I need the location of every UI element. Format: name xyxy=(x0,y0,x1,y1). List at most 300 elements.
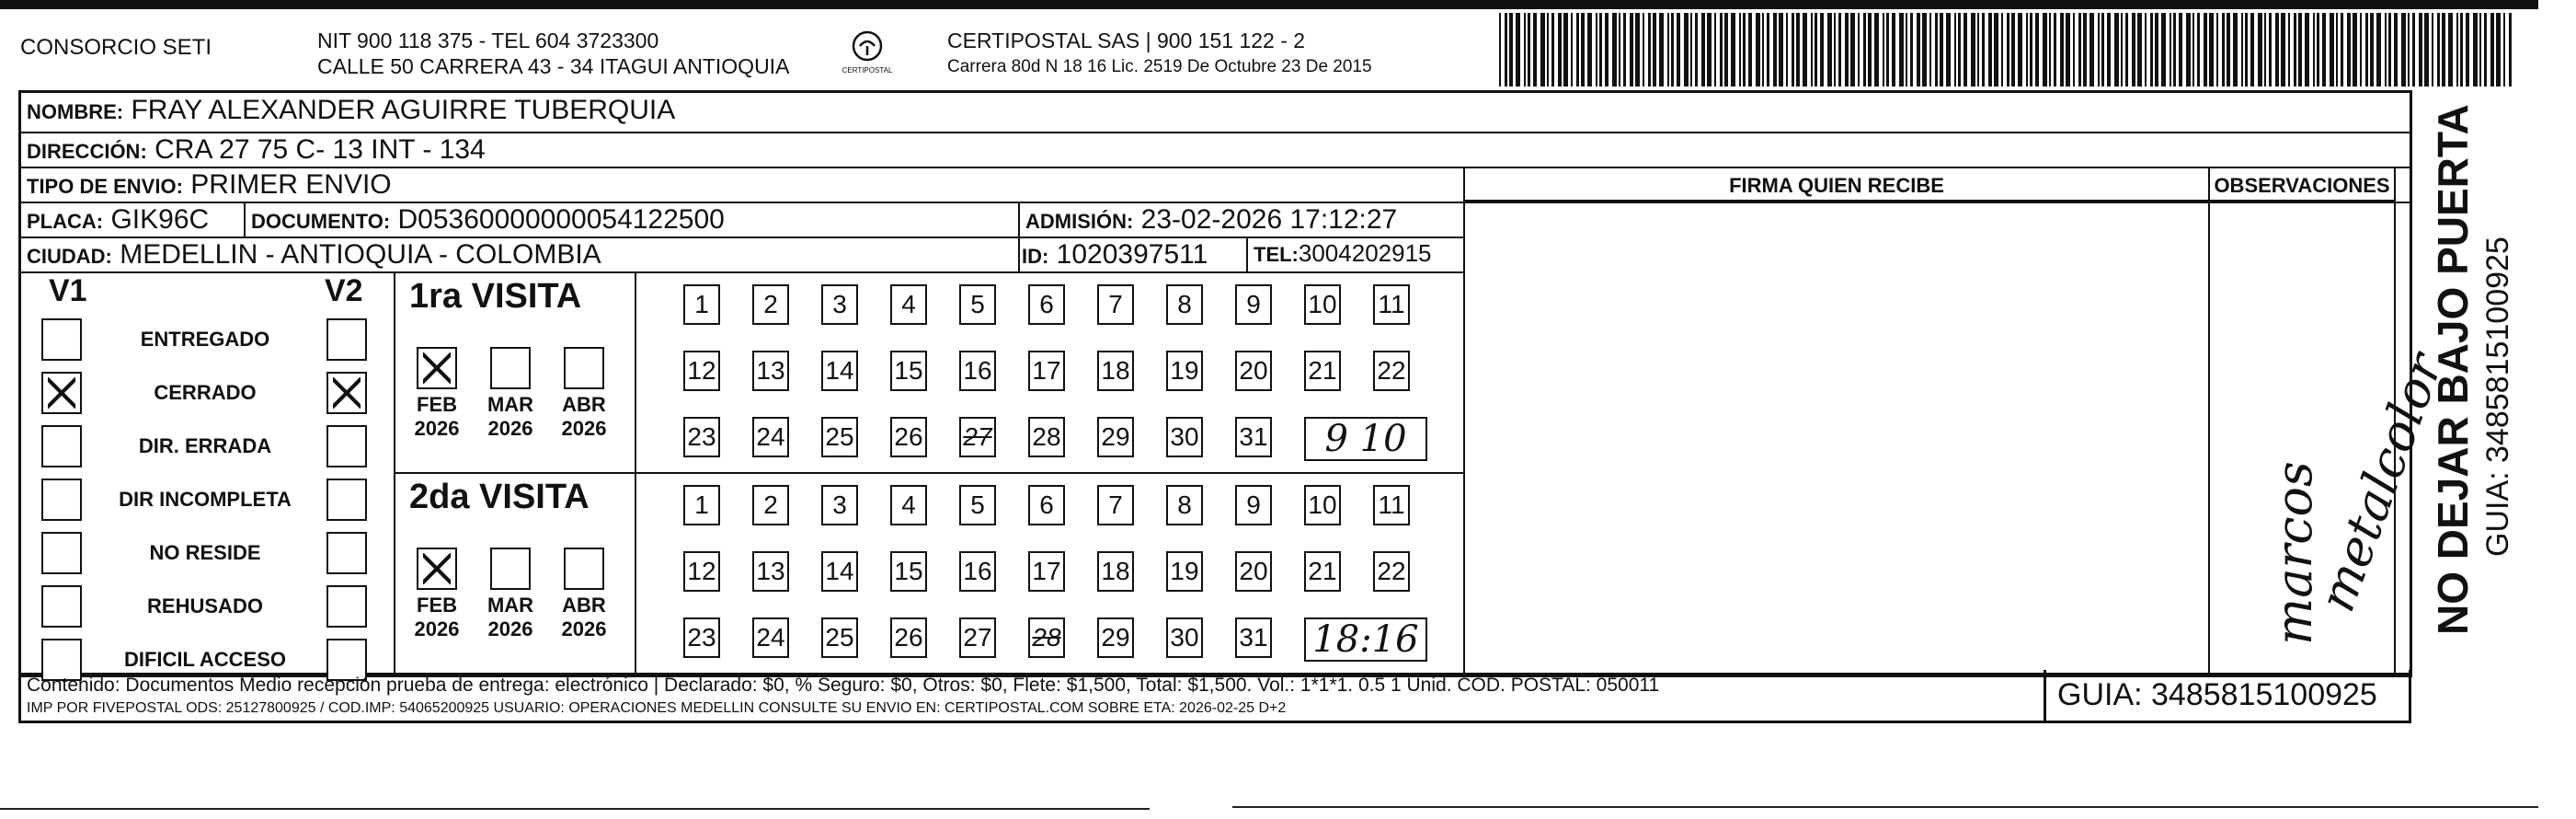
barcode-bar xyxy=(2424,13,2429,87)
day-box[interactable]: 2 xyxy=(752,284,789,325)
barcode-bar xyxy=(1659,13,1664,87)
barcode-bar xyxy=(2125,13,2128,87)
barcode-bar xyxy=(2460,13,2463,87)
month-checkbox[interactable] xyxy=(490,347,531,389)
barcode-bar xyxy=(1850,13,1855,87)
month-year: 2026 xyxy=(561,417,607,440)
barcode-bar xyxy=(1701,13,1705,87)
month-year: 2026 xyxy=(414,617,460,640)
day-box[interactable]: 22 xyxy=(1373,351,1410,391)
barcode-bar xyxy=(2305,13,2309,87)
time-box[interactable] xyxy=(1304,617,1427,662)
month-checkbox[interactable] xyxy=(490,548,531,590)
barcode-bar xyxy=(2385,13,2387,87)
month-year: 2026 xyxy=(487,617,533,640)
day-box[interactable]: 25 xyxy=(821,417,858,457)
v1-checkbox[interactable] xyxy=(41,532,82,574)
day-box[interactable]: 13 xyxy=(752,351,789,391)
v2-label: V2 xyxy=(325,273,363,308)
barcode-bar xyxy=(1563,13,1568,87)
day-box[interactable]: 23 xyxy=(683,417,720,457)
barcode-bar xyxy=(2275,13,2279,87)
status-label: ENTREGADO xyxy=(140,328,270,351)
handwritten-time: 18:16 xyxy=(1312,618,1419,661)
barcode-bar xyxy=(1820,13,1824,87)
day-box[interactable]: 9 xyxy=(1235,485,1272,525)
barcode-bar xyxy=(1499,13,1501,87)
barcode-bar xyxy=(1886,13,1889,87)
tel-value: 3004202915 xyxy=(1298,239,1432,267)
barcode-bar xyxy=(1731,13,1735,87)
day-box[interactable]: 2 xyxy=(752,485,789,525)
barcode-bar xyxy=(2479,13,2481,87)
day-box[interactable]: 5 xyxy=(959,485,996,525)
barcode-bar xyxy=(1690,13,1692,87)
barcode-bar xyxy=(2298,13,2302,87)
barcode-bar xyxy=(2170,13,2171,87)
barcode-bar xyxy=(1551,13,1554,87)
day-box[interactable]: 29 xyxy=(1097,617,1134,658)
barcode-bar xyxy=(1929,13,1931,87)
barcode-bar xyxy=(2317,13,2319,87)
day-box[interactable]: 24 xyxy=(752,417,789,457)
barcode-bar xyxy=(1796,13,1800,87)
barcode-bar xyxy=(2419,13,2422,87)
day-box[interactable]: 26 xyxy=(890,417,927,457)
bottom-line-right xyxy=(1232,806,2538,808)
barcode-bar xyxy=(1954,13,1956,87)
direccion-label: DIRECCIÓN: xyxy=(27,140,147,163)
barcode-bar xyxy=(2245,13,2248,87)
day-box[interactable]: 27 xyxy=(959,617,996,658)
month-label xyxy=(477,594,544,641)
month-label xyxy=(477,393,544,441)
barcode-bar xyxy=(1524,13,1526,87)
barcode-bar xyxy=(2330,13,2334,87)
v1-checkbox[interactable] xyxy=(41,585,82,628)
barcode-bar xyxy=(1779,13,1783,87)
barcode-bar xyxy=(1946,13,1951,87)
barcode-bar xyxy=(2322,13,2326,87)
barcode-bar xyxy=(2173,13,2176,87)
barcode-bar xyxy=(1599,13,1602,87)
barcode-bar xyxy=(2078,13,2081,87)
bottom-line-left xyxy=(0,808,1150,810)
barcode-bar xyxy=(2209,13,2214,87)
day-box[interactable]: 7 xyxy=(1097,485,1134,525)
day-box[interactable]: 21 xyxy=(1304,351,1341,391)
barcode-bar xyxy=(2353,13,2357,87)
barcode-bar xyxy=(1596,13,1597,87)
barcode-bar xyxy=(2018,13,2022,87)
barcode-bar xyxy=(2007,13,2009,87)
day-box[interactable]: 14 xyxy=(821,351,858,391)
handwritten-obs-2: metalcolor xyxy=(2307,345,2455,619)
barcode-bar xyxy=(2412,13,2415,87)
certipostal-line-1: CERTIPOSTAL SAS | 900 151 122 - 2 xyxy=(947,29,1306,52)
barcode-bar xyxy=(1516,13,1520,87)
placa-label: PLACA: xyxy=(27,210,104,233)
barcode-bar xyxy=(1748,13,1752,87)
barcode-bar xyxy=(2204,13,2207,87)
barcode-bar xyxy=(1648,13,1651,87)
v1-checkbox[interactable] xyxy=(41,479,82,521)
v1-checkbox[interactable] xyxy=(41,318,82,361)
day-box[interactable]: 10 xyxy=(1304,485,1341,525)
tipo-label: TIPO DE ENVIO: xyxy=(27,175,183,198)
barcode-bar xyxy=(2049,13,2051,87)
day-box[interactable]: 23 xyxy=(683,617,720,658)
nit-line-1: NIT 900 118 375 - TEL 604 3723300 xyxy=(317,29,659,52)
day-box[interactable]: 15 xyxy=(890,351,927,391)
barcode-bar xyxy=(1653,13,1656,87)
v2-checkbox[interactable] xyxy=(326,532,367,574)
day-box[interactable]: 27 xyxy=(959,417,996,457)
day-box[interactable]: 29 xyxy=(1097,417,1134,457)
barcode-bar xyxy=(2408,13,2410,87)
v2-checkbox[interactable] xyxy=(326,372,367,414)
barcode-bar xyxy=(1720,13,1723,87)
barcode-bar xyxy=(1762,13,1764,87)
barcode-bar xyxy=(1587,13,1592,87)
barcode-bar xyxy=(2145,13,2147,87)
barcode-bar xyxy=(1977,13,1979,87)
day-box[interactable]: 16 xyxy=(959,551,996,592)
barcode-bar xyxy=(1899,13,1904,87)
day-box[interactable]: 31 xyxy=(1235,617,1272,658)
day-box[interactable]: 12 xyxy=(683,351,720,391)
tipo-value: PRIMER ENVIO xyxy=(190,169,392,200)
barcode-bar xyxy=(2222,13,2225,87)
certipostal-line-2: Carrera 80d N 18 16 Lic. 2519 De Octubre 23 De 2015 xyxy=(947,57,1372,76)
barcode-bar xyxy=(1707,13,1712,87)
ciudad-row xyxy=(27,239,601,271)
barcode-bar xyxy=(1635,13,1640,87)
barcode-bar xyxy=(1940,13,1943,87)
day-box[interactable]: 12 xyxy=(683,551,720,592)
barcode-bar xyxy=(2137,13,2142,87)
barcode-bar xyxy=(2370,13,2374,87)
company-name: CONSORCIO SETI xyxy=(20,35,212,60)
day-box[interactable]: 8 xyxy=(1166,284,1203,325)
barcode-bar xyxy=(1863,13,1866,87)
handwritten-obs-1: marcos xyxy=(2265,461,2323,645)
barcode-bar xyxy=(2401,13,2406,87)
v1-checkbox[interactable] xyxy=(41,425,82,467)
barcode-bar xyxy=(2496,13,2501,87)
tel-row xyxy=(1254,239,1432,268)
certipostal-logo xyxy=(835,26,899,81)
barcode-bar xyxy=(2155,13,2158,87)
barcode-bar xyxy=(1963,13,1967,87)
barcode-bar xyxy=(1838,13,1841,87)
day-box[interactable]: 30 xyxy=(1166,617,1203,658)
admision-value: 23-02-2026 17:12:27 xyxy=(1140,204,1398,235)
month-name: ABR xyxy=(562,393,606,416)
side-warning: NO DEJAR BAJO PUERTA xyxy=(2429,104,2477,635)
day-box[interactable]: 9 xyxy=(1235,284,1272,325)
barcode-bar xyxy=(1883,13,1884,87)
barcode-bar xyxy=(1988,13,1992,87)
status-label: DIR INCOMPLETA xyxy=(119,488,292,511)
day-box[interactable]: 7 xyxy=(1097,284,1134,325)
month-label xyxy=(551,594,617,641)
barcode-bar xyxy=(2294,13,2296,87)
day-box[interactable]: 3 xyxy=(821,485,858,525)
footer-contenido: Contenido: Documentos Medio recepción prueba de entrega: electrónico | Declarado: $0, % Seguro: $0, Otros: $0, Flete: $1,500, Total: $1,500. Vol.: 1*1*1. 0.5 1 Unid. COD. POSTAL: 050011 xyxy=(27,675,1660,696)
nit-line-2: CALLE 50 CARRERA 43 - 34 ITAGUI ANTIOQUIA xyxy=(317,54,790,78)
barcode-bar xyxy=(2250,13,2254,87)
day-box[interactable]: 8 xyxy=(1166,485,1203,525)
v2-checkbox[interactable] xyxy=(326,585,367,628)
barcode-bar xyxy=(2216,13,2218,87)
barcode-bar xyxy=(2121,13,2123,87)
barcode-bar xyxy=(2066,13,2070,87)
barcode-bar xyxy=(2192,13,2194,87)
day-box[interactable]: 19 xyxy=(1166,551,1203,592)
barcode-bar xyxy=(2060,13,2064,87)
month-checkbox[interactable] xyxy=(417,548,457,590)
barcode-bar xyxy=(1910,13,1913,87)
day-box[interactable]: 25 xyxy=(821,617,858,658)
status-label: REHUSADO xyxy=(147,594,263,617)
barcode-bar xyxy=(1643,13,1644,87)
barcode-bar xyxy=(1922,13,1927,87)
top-border xyxy=(0,0,2538,9)
logo-text: CERTIPOSTAL xyxy=(841,66,893,75)
barcode-bar xyxy=(1834,13,1836,87)
v2-checkbox[interactable] xyxy=(326,318,367,361)
day-box[interactable]: 5 xyxy=(959,284,996,325)
firma-header: FIRMA QUIEN RECIBE xyxy=(1729,174,1944,197)
barcode-bar xyxy=(1767,13,1769,87)
observaciones-header: OBSERVACIONES xyxy=(2214,174,2390,197)
barcode-bar xyxy=(1605,13,1609,87)
barcode-bar xyxy=(1671,13,1674,87)
day-box[interactable]: 6 xyxy=(1028,284,1065,325)
barcode-bar xyxy=(1858,13,1860,87)
barcode-bar xyxy=(2360,13,2362,87)
admision-label: ADMISIÓN: xyxy=(1025,210,1134,233)
day-box[interactable]: 28 xyxy=(1028,617,1065,658)
barcode-bar xyxy=(2341,13,2343,87)
barcode-bar xyxy=(2098,13,2100,87)
barcode-bar xyxy=(1743,13,1746,87)
admision-row xyxy=(1025,204,1397,236)
barcode-bar xyxy=(1540,13,1545,87)
day-box[interactable]: 28 xyxy=(1028,417,1065,457)
day-box[interactable]: 21 xyxy=(1304,551,1341,592)
barcode-bar xyxy=(2336,13,2338,87)
day-box[interactable]: 4 xyxy=(890,284,927,325)
barcode-bar xyxy=(1571,13,1573,87)
barcode-bar xyxy=(1714,13,1716,87)
day-box[interactable]: 1 xyxy=(683,485,720,525)
barcode-bar xyxy=(2132,13,2135,87)
status-label: NO RESIDE xyxy=(149,541,261,564)
visit-title: 1ra VISITA xyxy=(409,277,582,316)
barcode-bar xyxy=(1581,13,1585,87)
barcode-bar xyxy=(1958,13,1961,87)
barcode-bar xyxy=(1623,13,1626,87)
barcode-bar xyxy=(1756,13,1760,87)
barcode-bar xyxy=(2264,13,2266,87)
day-box[interactable]: 20 xyxy=(1235,351,1272,391)
ciudad-label: CIUDAD: xyxy=(27,245,112,268)
barcode-bar xyxy=(1619,13,1620,87)
barcode-bar xyxy=(2150,13,2153,87)
barcode-bar xyxy=(2388,13,2391,87)
day-box[interactable]: 16 xyxy=(959,351,996,391)
ciudad-value: MEDELLIN - ANTIOQUIA - COLOMBIA xyxy=(120,239,601,270)
barcode xyxy=(1499,13,2520,87)
barcode-bar xyxy=(1528,13,1530,87)
month-year: 2026 xyxy=(487,417,533,440)
barcode-bar xyxy=(2179,13,2182,87)
month-checkbox[interactable] xyxy=(564,548,604,590)
barcode-bar xyxy=(1547,13,1549,87)
barcode-bar xyxy=(1786,13,1788,87)
barcode-bar xyxy=(1971,13,1975,87)
barcode-bar xyxy=(1558,13,1562,87)
barcode-bar xyxy=(2437,13,2440,87)
day-box[interactable]: 18 xyxy=(1097,551,1134,592)
day-box[interactable]: 20 xyxy=(1235,551,1272,592)
barcode-bar xyxy=(2001,13,2003,87)
nombre-row xyxy=(27,95,675,126)
barcode-bar xyxy=(1845,13,1849,87)
month-label xyxy=(404,393,470,441)
day-box[interactable]: 11 xyxy=(1373,284,1410,325)
barcode-bar xyxy=(2161,13,2166,87)
day-box[interactable]: 22 xyxy=(1373,551,1410,592)
day-box[interactable]: 17 xyxy=(1028,351,1065,391)
day-box[interactable]: 6 xyxy=(1028,485,1065,525)
barcode-bar xyxy=(1773,13,1777,87)
barcode-bar xyxy=(1684,13,1689,87)
day-box[interactable]: 26 xyxy=(890,617,927,658)
barcode-bar xyxy=(2376,13,2381,87)
time-box[interactable] xyxy=(1304,417,1427,461)
barcode-bar xyxy=(2442,13,2445,87)
month-name: FEB xyxy=(417,393,457,416)
footer-guia: GUIA: 3485815100925 xyxy=(2057,677,2377,712)
barcode-bar xyxy=(1667,13,1669,87)
barcode-bar xyxy=(1935,13,1938,87)
barcode-bar xyxy=(2281,13,2285,87)
barcode-bar xyxy=(2490,13,2494,87)
month-year: 2026 xyxy=(414,417,460,440)
barcode-bar xyxy=(2288,13,2290,87)
v1-checkbox[interactable] xyxy=(41,372,82,414)
day-box[interactable]: 3 xyxy=(821,284,858,325)
day-box[interactable]: 15 xyxy=(890,551,927,592)
day-box[interactable]: 31 xyxy=(1235,417,1272,457)
barcode-bar xyxy=(2456,13,2458,87)
side-guia: GUIA: 3485815100925 xyxy=(2480,236,2515,557)
barcode-bar xyxy=(2347,13,2351,87)
barcode-bar xyxy=(2011,13,2015,87)
footer-box xyxy=(18,670,2046,723)
barcode-bar xyxy=(1695,13,1698,87)
day-box[interactable]: 11 xyxy=(1373,485,1410,525)
barcode-bar xyxy=(2101,13,2104,87)
handwritten-time: 9 10 xyxy=(1324,418,1407,460)
id-label: ID: xyxy=(1022,245,1049,268)
direccion-row xyxy=(27,134,486,166)
tel-label: TEL: xyxy=(1254,243,1299,266)
month-checkbox[interactable] xyxy=(417,347,457,389)
v1-label: V1 xyxy=(49,273,87,308)
barcode-bar xyxy=(1533,13,1537,87)
day-box[interactable]: 19 xyxy=(1166,351,1203,391)
barcode-bar xyxy=(2473,13,2478,87)
barcode-bar xyxy=(1612,13,1617,87)
day-box[interactable]: 14 xyxy=(821,551,858,592)
barcode-bar xyxy=(2258,13,2262,87)
barcode-bar xyxy=(1994,13,1998,87)
v2-checkbox[interactable] xyxy=(326,479,367,521)
day-box[interactable]: 24 xyxy=(752,617,789,658)
month-name: FEB xyxy=(417,594,457,617)
barcode-bar xyxy=(2107,13,2111,87)
barcode-bar xyxy=(2241,13,2243,87)
barcode-bar xyxy=(2394,13,2398,87)
id-value: 1020397511 xyxy=(1056,239,1208,270)
barcode-bar xyxy=(2227,13,2230,87)
day-box[interactable]: 17 xyxy=(1028,551,1065,592)
tipo-row xyxy=(27,169,392,201)
barcode-bar xyxy=(2030,13,2032,87)
barcode-bar xyxy=(2186,13,2191,87)
day-box[interactable]: 18 xyxy=(1097,351,1134,391)
barcode-bar xyxy=(1868,13,1872,87)
nombre-value: FRAY ALEXANDER AGUIRRE TUBERQUIA xyxy=(131,95,676,125)
barcode-bar xyxy=(1630,13,1633,87)
barcode-bar xyxy=(2083,13,2087,87)
barcode-bar xyxy=(1803,13,1807,87)
day-box[interactable]: 4 xyxy=(890,485,927,525)
barcode-bar xyxy=(2233,13,2238,87)
day-box[interactable]: 1 xyxy=(683,284,720,325)
status-label: DIR. ERRADA xyxy=(138,434,272,457)
month-checkbox[interactable] xyxy=(564,347,604,389)
barcode-bar xyxy=(2073,13,2075,87)
barcode-bar xyxy=(1906,13,1907,87)
barcode-bar xyxy=(1892,13,1895,87)
day-box[interactable]: 13 xyxy=(752,551,789,592)
barcode-bar xyxy=(1724,13,1728,87)
barcode-bar xyxy=(1874,13,1879,87)
barcode-bar xyxy=(2043,13,2047,87)
documento-label: DOCUMENTO: xyxy=(251,210,391,233)
day-box[interactable]: 10 xyxy=(1304,284,1341,325)
nombre-label: NOMBRE: xyxy=(27,100,124,123)
barcode-bar xyxy=(1677,13,1680,87)
barcode-bar xyxy=(2054,13,2056,87)
placa-value: GIK96C xyxy=(110,204,210,235)
v2-checkbox[interactable] xyxy=(326,425,367,467)
barcode-bar xyxy=(2089,13,2094,87)
barcode-bar xyxy=(1917,13,1920,87)
barcode-bar xyxy=(2035,13,2039,87)
barcode-bar xyxy=(1509,13,1513,87)
day-box[interactable]: 30 xyxy=(1166,417,1203,457)
barcode-bar xyxy=(2269,13,2272,87)
status-label: CERRADO xyxy=(154,381,257,404)
barcode-bar xyxy=(2114,13,2119,87)
barcode-bar xyxy=(2509,13,2512,87)
